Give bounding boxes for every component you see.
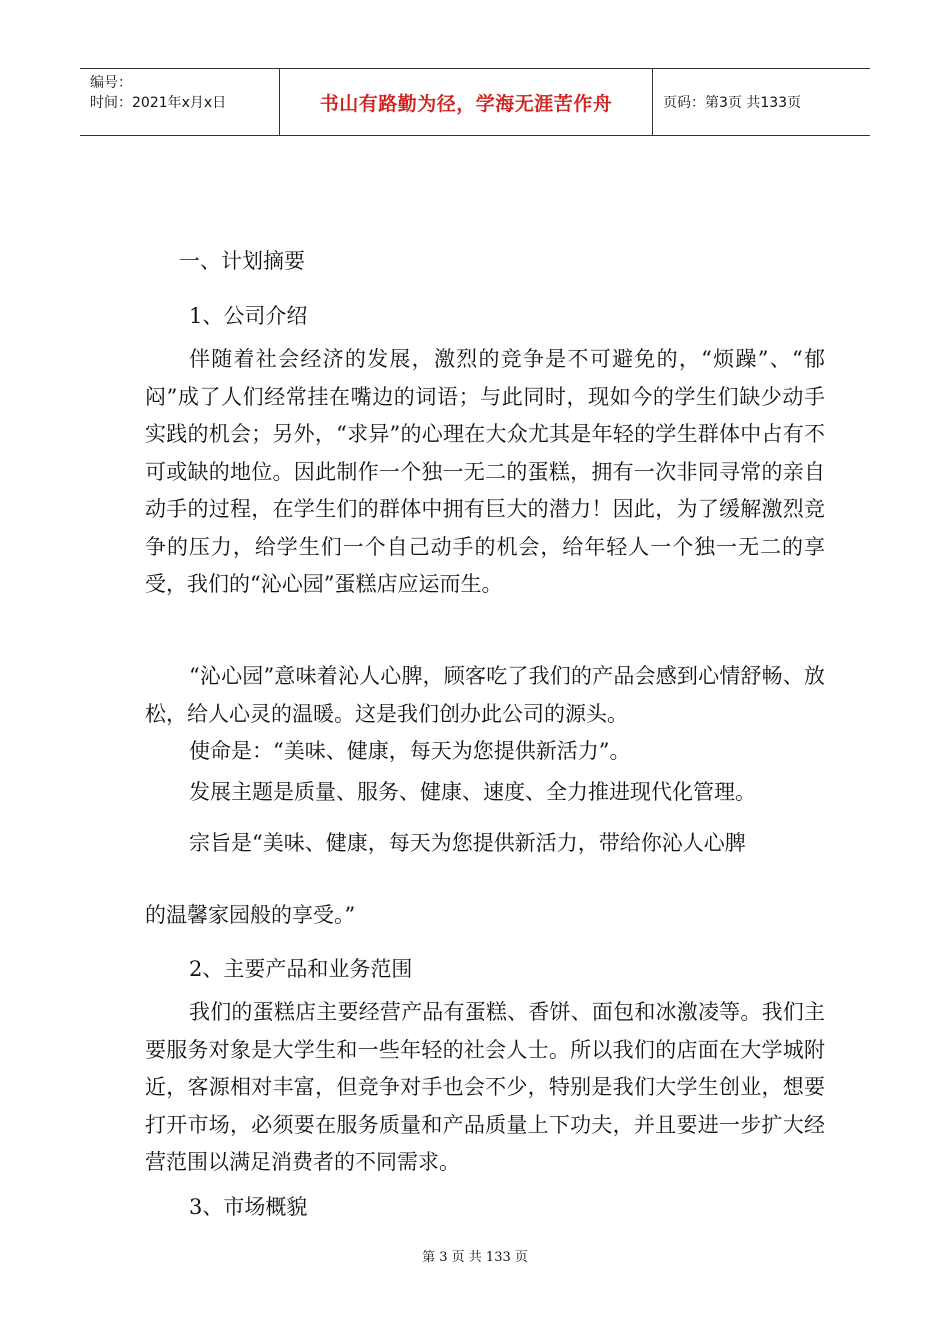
paragraph-purpose-line-1: 宗旨是“美味、健康，每天为您提供新活力，带给你沁人心脾	[189, 831, 746, 855]
document-number-label: 编号：	[90, 75, 132, 91]
page-header	[80, 68, 870, 136]
header-page-info: 页码：第3页 共133页	[663, 95, 802, 111]
section-heading-company-intro: 1、公司介绍	[189, 304, 308, 328]
paragraph-purpose-line-2: 的温馨家园般的享受。”	[145, 903, 356, 927]
document-date-label: 时间：2021年x月x日	[90, 95, 227, 111]
paragraph-company-background: 伴随着社会经济的发展，激烈的竞争是不可避免的，“烦躁”、“郁闷”成了人们经常挂在嘴边的词语；与此同时，现如今的学生们缺少动手实践的机会；另外，“求异”的心理在大众尤其是年轻的学生群体中占有不可或缺的地位。因此制作一个独一无二的蛋糕，拥有一次非同寻常的亲自动手的过程，在学生们的群体中拥有巨大的潜力！因此，为了缓解激烈竞争的压力，给学生们一个自己动手的机会，给年轻人一个独一无二的享受，我们的“沁心园”蛋糕店应运而生。	[145, 347, 825, 596]
paragraph-products: 我们的蛋糕店主要经营产品有蛋糕、香饼、面包和冰激凌等。我们主要服务对象是大学生和一些年轻的社会人士。所以我们的店面在大学城附近，客源相对丰富，但竞争对手也会不少，特别是我们大学生创业，想要打开市场，必须要在服务质量和产品质量上下功夫，并且要进一步扩大经营范围以满足消费者的不同需求。	[145, 1000, 825, 1174]
header-motto: 书山有路勤为径，学海无涯苦作舟	[319, 92, 613, 115]
page-footer: 第 3 页 共 133 页	[422, 1250, 528, 1265]
header-page-info-cell	[653, 69, 870, 135]
section-heading-plan-summary: 一、计划摘要	[179, 249, 305, 273]
paragraph-brand-meaning: “沁心园”意味着沁人心脾，顾客吃了我们的产品会感到心情舒畅、放松，给人心灵的温暖。这是我们创办此公司的源头。	[145, 664, 825, 726]
header-meta	[80, 69, 280, 135]
section-heading-products: 2、主要产品和业务范围	[189, 957, 413, 981]
paragraph-development-theme: 发展主题是质量、服务、健康、速度、全力推进现代化管理。	[189, 780, 756, 804]
paragraph-mission: 使命是：“美味、健康，每天为您提供新活力”。	[189, 739, 631, 763]
header-motto-cell	[280, 69, 653, 135]
section-heading-market-overview: 3、市场概貌	[189, 1195, 308, 1219]
